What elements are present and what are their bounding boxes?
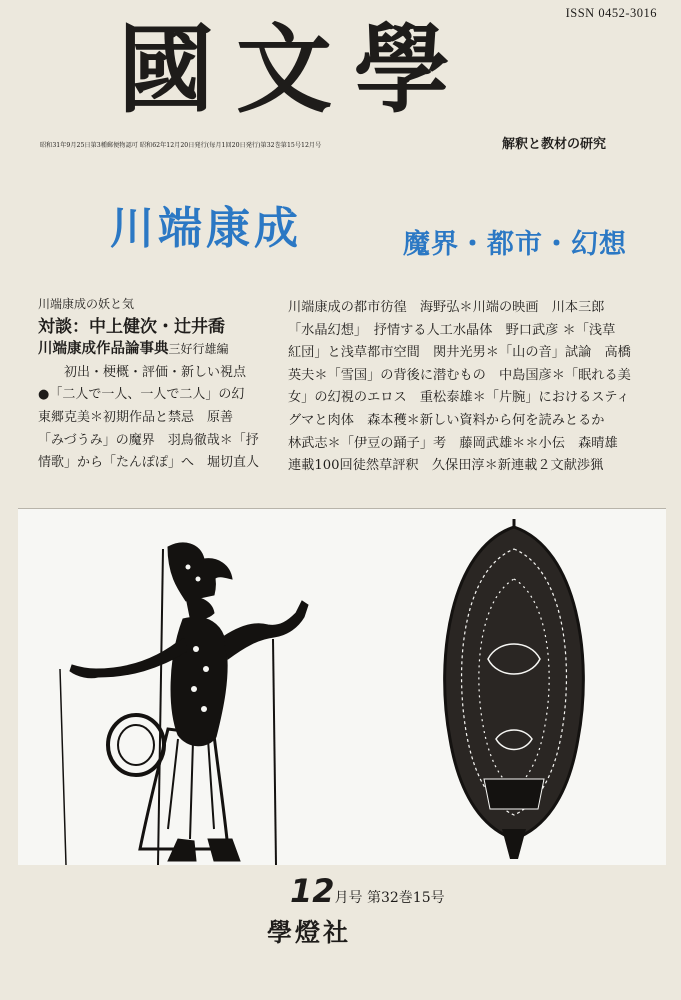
toc-left-column (38, 293, 278, 475)
toc-item: ●「二人で一人、一人で二人」の幻 (38, 387, 245, 403)
wayang-figure-puppet (60, 543, 308, 865)
issn-number: ISSN 0452-3016 (565, 6, 657, 20)
issue-month-number: 12 (290, 872, 335, 910)
issue-month-suffix: 月号 (334, 890, 363, 906)
shadow-puppet-illustration (18, 509, 666, 865)
issue-info (290, 872, 445, 910)
toc-item: 初出・梗概・評価・新しい視点 (64, 364, 247, 380)
toc-item: 対談：中上健次・辻井喬 (38, 316, 225, 337)
toc-item: 紅団」と浅草都市空間 関井光男＊「山の音」試論 高橋 (288, 345, 631, 361)
toc-item: 情歌」から「たんぽぽ」へ 堀切直人 (38, 455, 260, 471)
toc-item-title: 川端康成作品論事典 (38, 340, 169, 358)
toc-item: 川端康成の妖と気 (38, 297, 135, 311)
gunungan-leaf-puppet (445, 519, 584, 859)
cover-illustration (18, 508, 666, 865)
magazine-title: 國文學 (118, 13, 472, 126)
toc-item: 「水晶幻想」 抒情する人工水晶体 野口武彦 ＊「浅草 (288, 322, 616, 338)
toc-item: 林武志＊「伊豆の踊子」考 藤岡武雄＊＊小伝 森晴雄 (288, 435, 618, 451)
magazine-subtitle: 解釈と教材の研究 (502, 137, 607, 152)
toc-item: 連載100回徒然草評釈 久保田淳＊新連載２文献渉猟 (288, 458, 604, 474)
toc-item: 女」の幻視のエロス 重松泰雄＊「片腕」におけるスティ (288, 390, 630, 406)
toc-item-editor: 三好行雄編 (168, 342, 229, 357)
toc-item: 川端康成の都市彷徨 海野弘＊川端の映画 川本三郎 (288, 300, 605, 315)
feature-title: 川端康成 (110, 203, 302, 254)
toc-item: 東郷克美＊初期作品と禁忌 原善 (38, 409, 234, 425)
toc-item (38, 338, 278, 362)
feature-subtitle: 魔界・都市・幻想 (403, 229, 627, 260)
toc-item: グマと肉体 森本穫＊新しい資料から何を読みとるか (288, 412, 605, 428)
toc-item: 英夫＊「雪国」の背後に潜むもの 中島国彦＊「眠れる美 (288, 367, 631, 383)
registration-line: 昭和31年9月25日第3種郵便物認可 昭和62年12月20日発行(毎月1回20日発行)第32巻第15号12月号 (40, 142, 322, 149)
toc-right-column (288, 297, 631, 478)
publisher-name: 學燈社 (267, 918, 352, 947)
issue-volume: 第32巻15号 (366, 890, 445, 906)
toc-item: 「みづうみ」の魔界 羽鳥徹哉＊「抒 (38, 432, 259, 448)
